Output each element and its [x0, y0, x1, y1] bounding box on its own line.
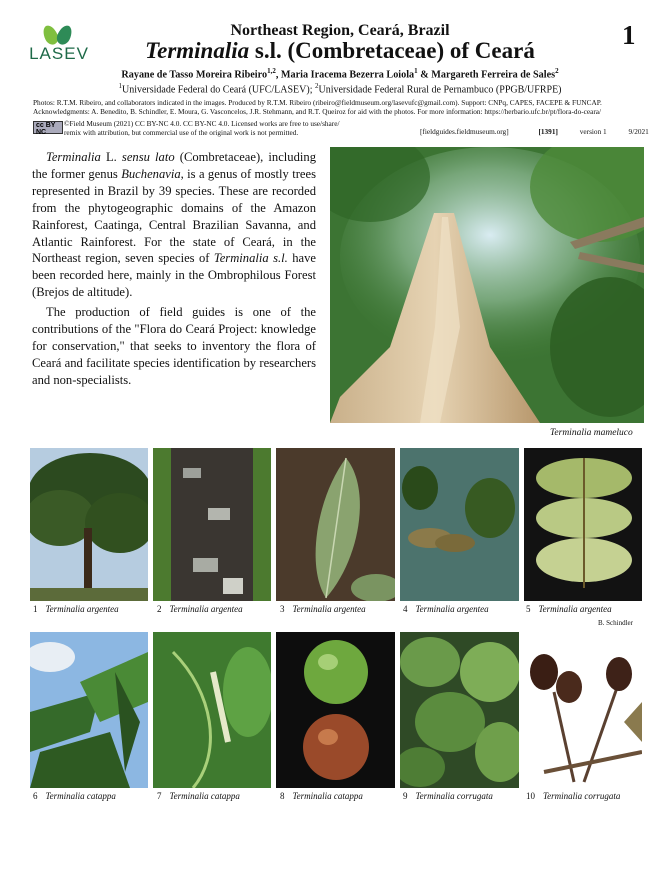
- guide-id: [1391]: [538, 127, 558, 136]
- photo-6-leaves-sky-illustration: [30, 632, 148, 788]
- photo-4-fruits-illustration: [400, 448, 519, 601]
- photo-3-caption: [280, 604, 366, 614]
- intro-italic-term: Terminalia s.l.: [213, 251, 288, 266]
- photo-2-bark-illustration: [153, 448, 271, 601]
- version-text: version 1: [579, 127, 607, 136]
- intro-italic-term: sensu lato: [121, 150, 175, 164]
- affiliation-text: Universidade Federal do Ceará (UFC/LASEV);: [121, 84, 315, 96]
- photo-4: [400, 448, 519, 601]
- hero-trunk-illustration: [330, 147, 644, 423]
- photo-5-caption: [526, 604, 612, 614]
- license-text: [64, 119, 394, 137]
- caption-number: 2: [157, 604, 162, 614]
- photo-10: [524, 632, 642, 788]
- caption-species: Terminalia argentea: [538, 604, 612, 614]
- title-rest: s.l. (Combretaceae) of Ceará: [249, 38, 535, 63]
- date-text: 9/2021: [628, 127, 649, 136]
- photo-1-tree-illustration: [30, 448, 148, 601]
- acknowledgments-text: Acknowledgments: A. Benedito, B. Schindler, E. Moura, G. Vasconcelos, J.R. Stehmann, and R.T. Queiroz for aid with the photos. For more information: https://herbario.ufc.br/pt/flora-do-ceara/: [33, 107, 602, 116]
- title-genus: Terminalia: [145, 38, 250, 63]
- photo-1-caption: [33, 604, 119, 614]
- caption-number: 1: [33, 604, 38, 614]
- caption-species: Terminalia argentea: [415, 604, 489, 614]
- intro-italic-term: Buchenavia: [121, 166, 181, 181]
- caption-species: Terminalia catappa: [45, 791, 116, 801]
- photo-8-caption: [280, 791, 363, 801]
- caption-number: 9: [403, 791, 408, 801]
- intro-text-run: , is a genus of mostly trees represented in Brazil by 39 species. These are recorded from the phytogeographic domains of the Amazon Rainforest, Caatinga, Central Brazilian Savanna, and Atlantic Rainforest. For the state of Ceará, in the Northeast region, seven species of: [32, 166, 316, 266]
- photo-4-caption: [403, 604, 489, 614]
- caption-number: 8: [280, 791, 285, 801]
- affiliations-line: [40, 82, 640, 95]
- hero-photo-terminalia-mameluco: [330, 147, 644, 423]
- author-name: Rayane de Tasso Moreira Ribeiro: [121, 69, 268, 81]
- logo-wordmark: LASEV: [29, 44, 89, 63]
- hero-caption: Terminalia mameluco: [550, 428, 633, 438]
- intro-italic-term: Terminalia: [46, 150, 101, 164]
- intro-text: [32, 149, 316, 392]
- caption-species: Terminalia corrugata: [415, 791, 493, 801]
- photo-10-dry-fruits-illustration: [524, 632, 642, 788]
- intro-text-run: (Combretaceae), including the former genus: [32, 150, 316, 181]
- photo-5-credit: B. Schindler: [598, 619, 633, 627]
- photo-2: [153, 448, 271, 601]
- author-affiliation-marker: 1,2: [267, 67, 276, 75]
- cc-badge-text: cc BY NC: [36, 122, 56, 136]
- photo-6-caption: [33, 791, 116, 801]
- photo-7-caption: [157, 791, 240, 801]
- license-line-2: remix with attribution, but commercial use of the original work is not permitted.: [64, 128, 299, 137]
- intro-paragraph-1: [32, 149, 316, 301]
- photo-9-caption: [403, 791, 493, 801]
- photo-8: [276, 632, 395, 788]
- intro-text-run: L.: [100, 150, 122, 164]
- caption-species: Terminalia catappa: [292, 791, 363, 801]
- site-link[interactable]: [fieldguides.fieldmuseum.org]: [420, 127, 509, 136]
- caption-number: 6: [33, 791, 38, 801]
- author-name: Margareth Ferreira de Sales: [431, 69, 556, 81]
- photos-credit-text: Photos: R.T.M. Ribeiro, and collaborators indicated in the images. Produced by R.T.M. Ribeiro (ribeiro@fieldmuseum.org/lasevufc@gmail.com). Support: CNPq, CAPES, FACEPE & FUNCAP.: [33, 98, 602, 107]
- region-heading: Northeast Region, Ceará, Brazil: [230, 22, 450, 39]
- photo-5-winged-fruits-illustration: [524, 448, 642, 601]
- guide-meta: [420, 127, 655, 136]
- license-line-1: ©Field Museum (2021) CC BY-NC 4.0. CC BY-NC 4.0. Licensed works are free to use/share/: [64, 119, 340, 128]
- affiliation-marker: 2: [314, 82, 319, 90]
- caption-species: Terminalia catappa: [169, 791, 240, 801]
- caption-number: 5: [526, 604, 531, 614]
- caption-number: 10: [526, 791, 535, 801]
- authors-line: Rayane de Tasso Moreira Ribeiro$^{1,2}$, Maria Iracema Bezerra Loiola$^1$ & Margareth Ferreira de Sales$^2$: [121, 67, 559, 81]
- photo-9-foliage-illustration: [400, 632, 519, 788]
- caption-species: Terminalia argentea: [169, 604, 243, 614]
- photo-7: [153, 632, 271, 788]
- author-name: Maria Iracema Bezerra Loiola: [280, 69, 415, 81]
- photo-5: [524, 448, 642, 601]
- affiliation-marker: 1: [118, 82, 122, 90]
- page-title: [110, 38, 570, 64]
- cc-license-badge-icon: [33, 121, 63, 134]
- credits-block: [33, 98, 653, 116]
- lasev-logo: [27, 22, 91, 72]
- caption-species: Terminalia argentea: [292, 604, 366, 614]
- caption-number: 3: [280, 604, 285, 614]
- photo-7-inflorescence-illustration: [153, 632, 271, 788]
- caption-species: Terminalia argentea: [45, 604, 119, 614]
- author-affiliation-marker: 1: [414, 67, 418, 75]
- caption-number: 4: [403, 604, 408, 614]
- photo-3: [276, 448, 395, 601]
- intro-text-run: have been recorded here, mainly in the Ombrophilous Forest (Brejos de altitude).: [32, 251, 316, 300]
- page-number: 1: [622, 20, 636, 50]
- photo-2-caption: [157, 604, 243, 614]
- caption-number: 7: [157, 791, 162, 801]
- photo-10-caption: [526, 791, 620, 801]
- affiliation-text: Universidade Federal Rural de Pernambuco (PPGB/UFRPE): [318, 84, 562, 96]
- intro-paragraph-2: The production of field guides is one of the contributions of the "Flora do Ceará Project: knowledge for conservation," that seeks to inventory the flora of Ceará and facilitate species identification by researchers and non-specialists.: [32, 305, 316, 387]
- photo-3-leaf-illustration: [276, 448, 395, 601]
- author-affiliation-marker: 2: [555, 67, 559, 75]
- caption-species: Terminalia corrugata: [543, 791, 621, 801]
- photo-6: [30, 632, 148, 788]
- photo-9: [400, 632, 519, 788]
- photo-8-fruits-illustration: [276, 632, 395, 788]
- photo-1: [30, 448, 148, 601]
